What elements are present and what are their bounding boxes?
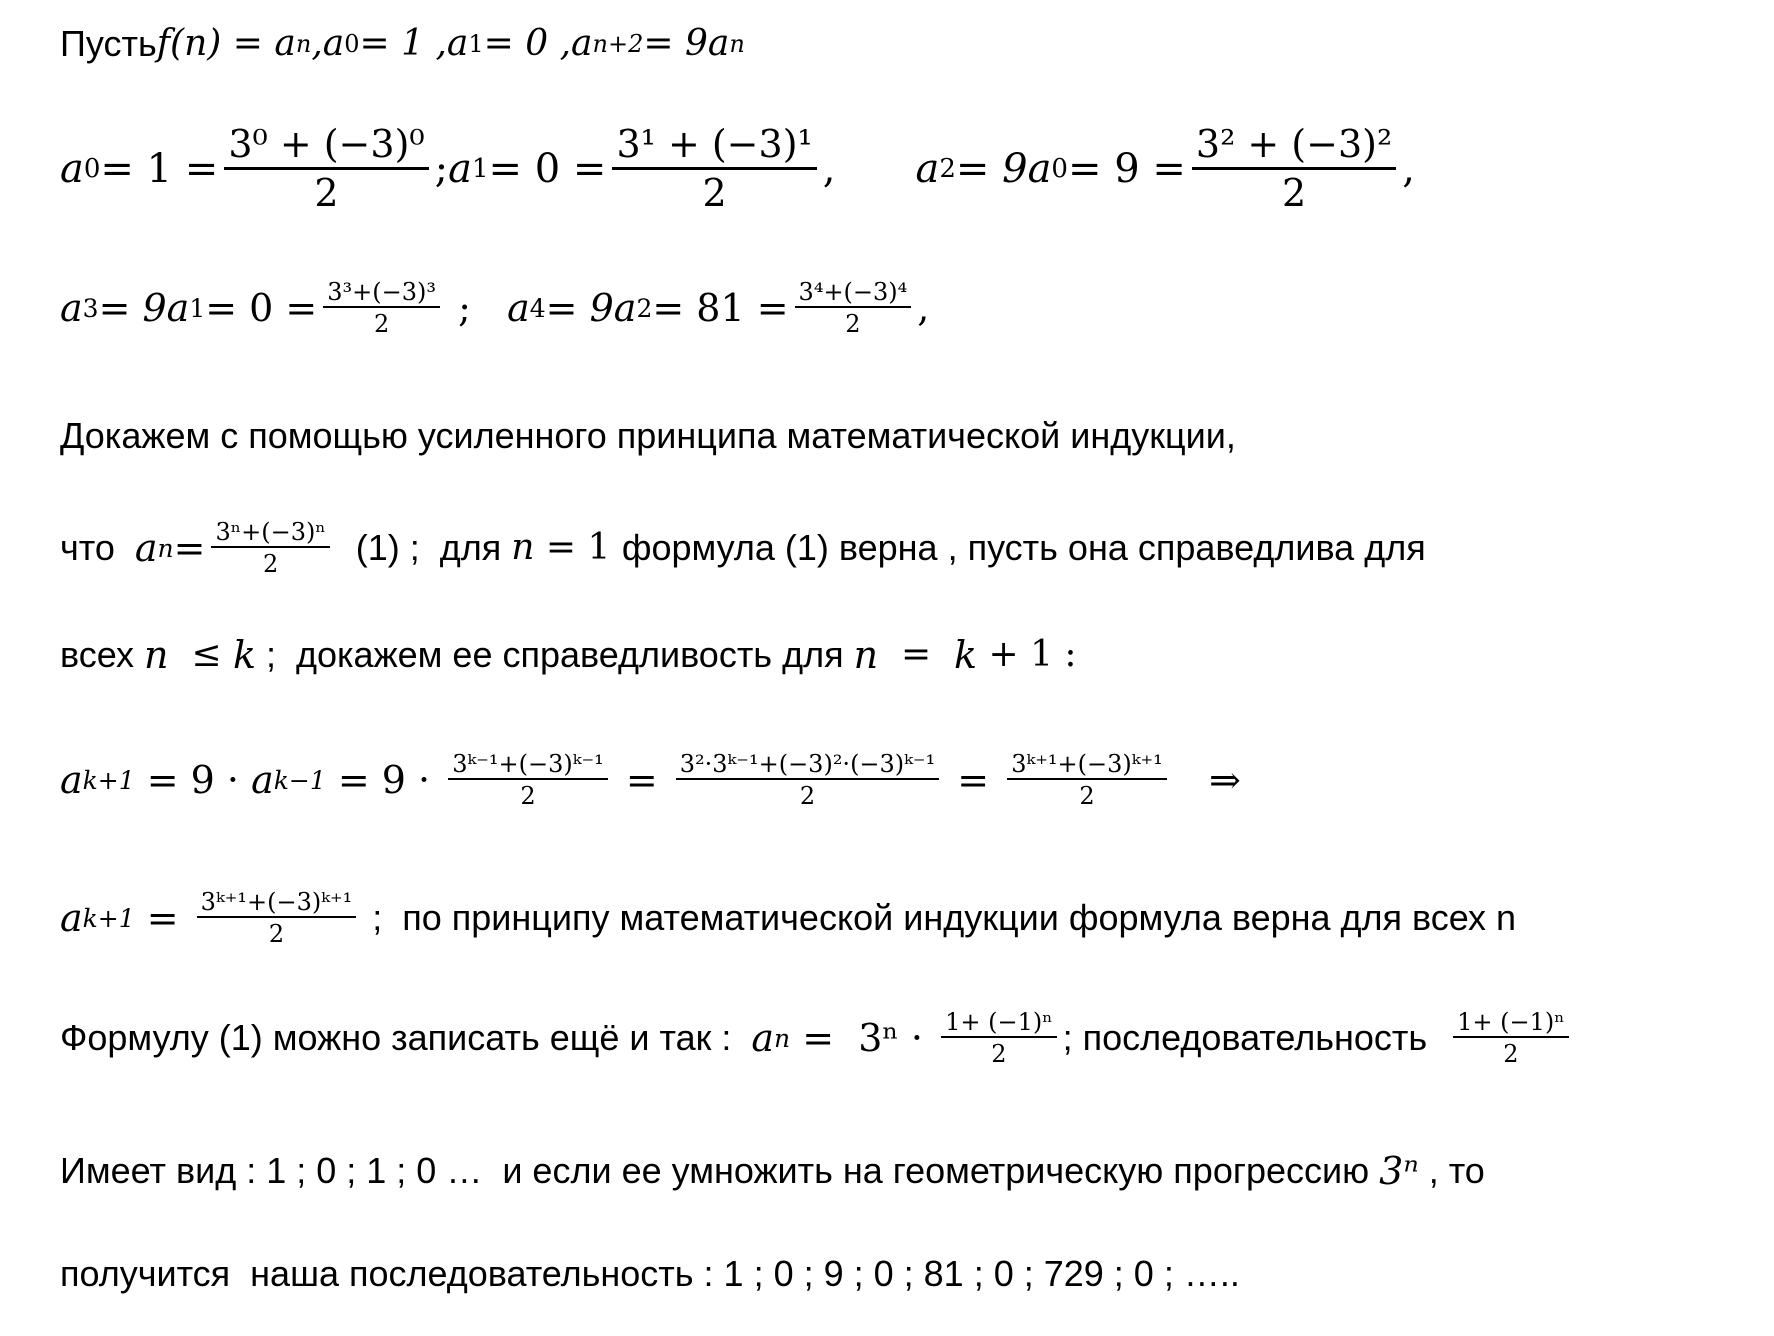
math-sub: k+1 [82,903,135,933]
math-eq: = 0 = [488,145,607,192]
fraction-numerator: 3²·3ᵏ⁻¹+(−3)²·(−3)ᵏ⁻¹ [676,752,939,780]
fraction-an [211,520,329,576]
fraction-denominator: 2 [373,310,390,338]
math-le: ≤ [168,634,233,675]
math-sep: , [1402,145,1415,192]
math-sep: , [917,286,930,330]
math-k: k [954,633,978,677]
math-k: k [232,633,256,677]
line-9-alt-formula [60,1010,1575,1066]
math-a0: ,a [311,23,345,64]
text: (1) ; для [335,527,512,568]
paragraph-text: получится наша последовательность : 1 ; 0 ; 9 ; 0 ; 81 ; 0 ; 729 ; 0 ; ….. [60,1253,1240,1294]
text: Имеет вид : 1 ; 0 ; 1 ; 0 … и если ее умножить на геометрическую прогрессию [60,1150,1380,1191]
math-a1: = 1 ,a [359,23,469,64]
fraction-denominator: 2 [262,550,279,578]
math-a: a [60,758,83,802]
math-a: a [60,286,83,330]
math-eq: = [134,896,191,940]
text: ; докажем ее справедливость для [255,634,854,675]
line-10-text [60,1149,1485,1193]
line-8-conclusion [60,890,1516,946]
fraction-denominator: 2 [1281,171,1307,215]
text-chto: что [60,527,135,568]
fraction-numerator: 3² + (−3)² [1192,125,1396,170]
fraction-numerator: 3³+(−3)³ [323,280,440,308]
fraction-denominator: 2 [520,782,536,810]
text: формула (1) верна , пусть она справедлива для [621,527,1426,568]
math-a: a [507,286,530,330]
fraction-numerator: 3ᵏ⁻¹+(−3)ᵏ⁻¹ [448,752,608,780]
fraction-2 [676,752,939,808]
math-plus: + 1 : [977,634,1077,675]
math-sub-n2: n+2 [592,30,644,58]
math-eq: = [613,758,670,802]
text-pust: Пусть [60,23,157,64]
math-n: n [853,633,879,677]
math-sep: ; [434,145,449,192]
fraction-denominator: 2 [799,782,816,810]
math-sub: 2 [939,153,956,184]
math-eq: = 9 · [325,758,443,802]
math-sub: 1 [189,293,206,323]
fraction-denominator: 2 [702,171,727,215]
math-eq: = 1 [534,527,622,568]
line-3-values [60,280,929,336]
line-6-text [60,633,1077,677]
math-sub: n [157,533,174,563]
fraction-numerator: 3ᵏ⁺¹+(−3)ᵏ⁺¹ [1007,752,1167,780]
math-sub: k−1 [273,765,326,795]
fraction-1 [448,752,608,808]
text: , то [1418,1150,1485,1191]
fraction-numerator: 3ᵏ⁺¹+(−3)ᵏ⁺¹ [197,890,357,918]
math-eq: = 9a [955,145,1052,192]
math-sub-n3: n [729,30,745,58]
text: ; по принципу математической индукции формула верна для всех n [362,897,1517,938]
math-eq: = 81 = [652,286,789,330]
math-eq: = 0 = [205,286,318,330]
fraction-seq [1453,1010,1569,1066]
math-sub: 1 [471,153,489,184]
fraction-a3 [323,280,440,336]
fraction-denominator: 2 [991,1040,1007,1068]
fraction-numerator: 3¹ + (−3)¹ [612,125,816,170]
text: всех [60,634,144,675]
fraction-denominator: 2 [1079,782,1095,810]
fraction-alt [941,1010,1057,1066]
math-sub: n [774,1023,791,1053]
math-sub: 4 [529,293,546,323]
fraction-denominator: 2 [845,310,861,338]
math-n: n [143,633,169,677]
math-eq: = 9 = [1067,145,1186,192]
math-9an: = 9a [643,23,730,64]
fraction-denominator: 2 [268,920,285,948]
math-n: n [511,527,535,568]
fraction-a2 [1192,122,1396,215]
math-fn: f(n) = a [156,23,296,64]
math-eq: = [945,758,1002,802]
math-3n: 3ⁿ [1379,1149,1419,1193]
math-a: a [60,896,83,940]
line-7-induction-step [60,752,1241,808]
fraction-numerator: 3ⁿ+(−3)ⁿ [211,520,329,548]
math-sub-0: 0 [344,30,360,58]
line-2-initial-values [60,122,1415,215]
line-5-formula [60,520,1426,576]
fraction-ak1 [197,890,357,946]
fraction-numerator: 3⁰ + (−3)⁰ [224,125,428,170]
math-sub: 0 [1051,153,1068,184]
fraction-numerator: 3⁴+(−3)⁴ [795,280,912,308]
fraction-a1 [612,122,816,215]
fraction-a4 [795,280,912,336]
math-a: a [134,526,158,570]
math-sub: 0 [83,153,101,184]
math-eq: = 1 = [100,145,219,192]
fraction-a0 [224,122,428,215]
math-a: a [915,145,940,192]
math-eq: = 9 · [134,758,252,802]
math-an2: = 0 ,a [483,23,593,64]
math-sep: ; [445,286,508,330]
math-sep: , [822,145,836,192]
math-eq: = 9a [545,286,637,330]
math-sub-n: n [295,30,312,58]
math-eq: = 3ⁿ · [790,1016,936,1060]
implies-symbol: ⇒ [1172,758,1241,802]
line-11-text [60,1253,1240,1294]
math-eq: = 9a [98,286,190,330]
paragraph-text: Докажем с помощью усиленного принципа математической индукции, [60,415,1236,456]
fraction-numerator: 1+ (−1)ⁿ [1453,1010,1569,1038]
math-a: a [448,145,472,192]
math-sub: 3 [82,293,99,323]
math-a: a [751,1016,775,1060]
text: Формулу (1) можно записать ещё и так : [60,1017,752,1058]
math-sub: 2 [636,293,653,323]
math-sub: k+1 [82,765,135,795]
math-a: a [251,758,274,802]
fraction-numerator: 1+ (−1)ⁿ [941,1010,1057,1038]
math-eq: = [173,526,206,570]
text: ; последовательность [1062,1017,1448,1058]
line-1-definition [60,23,745,64]
line-4-text [60,415,1236,456]
math-eq: = [878,634,954,675]
math-a: a [60,145,84,192]
fraction-denominator: 2 [314,171,339,215]
fraction-3 [1007,752,1167,808]
math-sub-1: 1 [468,30,484,58]
fraction-denominator: 2 [1503,1040,1519,1068]
